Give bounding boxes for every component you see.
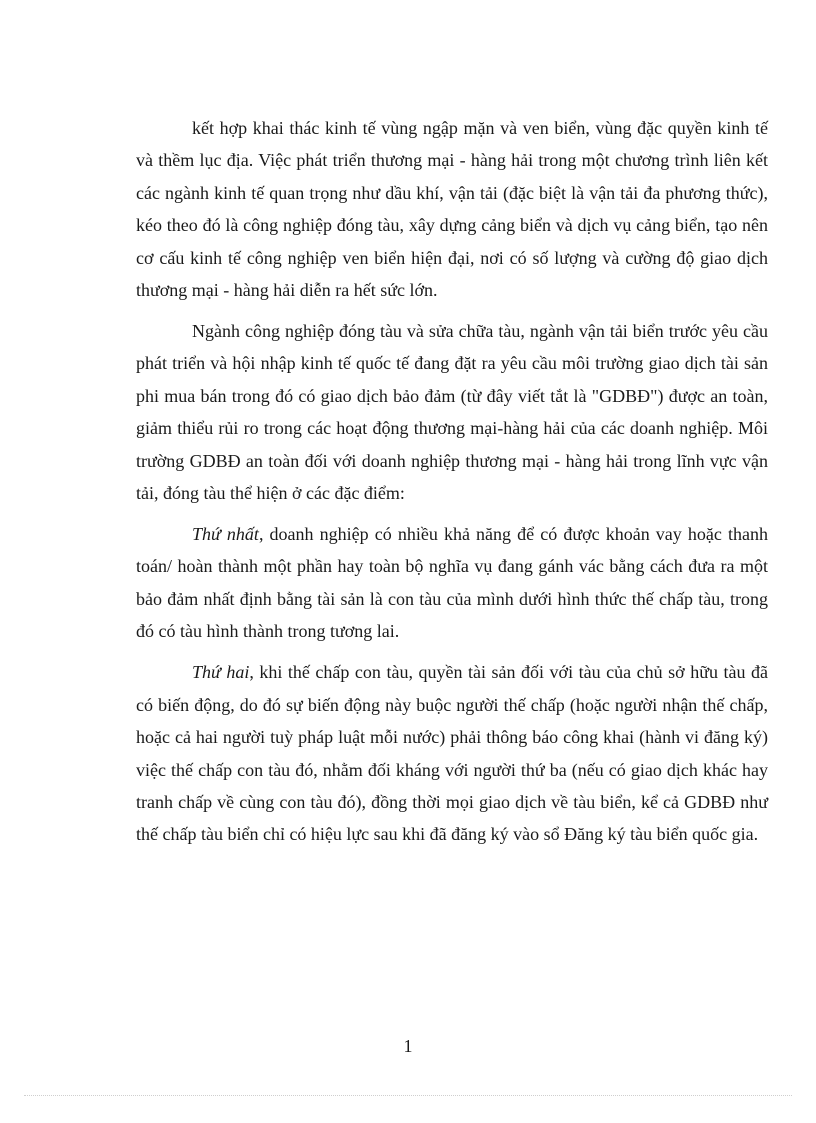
paragraph-3-lead: Thứ nhất: [192, 524, 259, 545]
paragraph-4: [136, 656, 768, 850]
document-body: [136, 112, 768, 859]
paragraph-1-text: kết hợp khai thác kinh tế vùng ngập mặn và ven biển, vùng đặc quyền kinh tế và thềm lục địa. Việc phát triển thương mại - hàng hải trong một chương trình liên kết các ngành kinh tế quan trọng như dầu khí, vận tải (đặc biệt là vận tải đa phương thức), kéo theo đó là công nghiệp đóng tàu, xây dựng cảng biển và dịch vụ cảng biển, tạo nên cơ cấu kinh tế công nghiệp ven biển hiện đại, nơi có số lượng và cường độ giao dịch thương mại - hàng hải diễn ra hết sức lớn.: [136, 118, 768, 301]
page-bottom-edge: [24, 1095, 792, 1096]
paragraph-4-lead: Thứ hai: [192, 662, 250, 683]
paragraph-2: [136, 315, 768, 509]
paragraph-3-text: , doanh nghiệp có nhiều khả năng để có được khoản vay hoặc thanh toán/ hoàn thành một phần hay toàn bộ nghĩa vụ đang gánh vác bằng cách đưa ra một bảo đảm nhất định bằng tài sản là con tàu của mình dưới hình thức thế chấp tàu, trong đó có tàu hình thành trong tương lai.: [136, 524, 768, 642]
page-number: 1: [403, 1036, 413, 1056]
paragraph-4-text: , khi thế chấp con tàu, quyền tài sản đối với tàu của chủ sở hữu tàu đã có biến động, do đó sự biến động này buộc người thế chấp (hoặc người nhận thế chấp, hoặc cả hai người tuỳ pháp luật mỗi nước) phải thông báo công khai (hành vi đăng ký) việc thế chấp con tàu đó, nhằm đối kháng với người thứ ba (nếu có giao dịch khác hay tranh chấp về cùng con tàu đó), đồng thời mọi giao dịch về tàu biển, kể cả GDBĐ như thế chấp tàu biển chỉ có hiệu lực sau khi đã đăng ký vào sổ Đăng ký tàu biển quốc gia.: [136, 662, 768, 845]
paragraph-2-text: Ngành công nghiệp đóng tàu và sửa chữa tàu, ngành vận tải biển trước yêu cầu phát triển và hội nhập kinh tế quốc tế đang đặt ra yêu cầu môi trường giao dịch tài sản phi mua bán trong đó có giao dịch bảo đảm (từ đây viết tắt là "GDBĐ") được an toàn, giảm thiểu rủi ro trong các hoạt động thương mại-hàng hải của các doanh nghiệp. Môi trường GDBĐ an toàn đối với doanh nghiệp thương mại - hàng hải trong lĩnh vực vận tải, đóng tàu thể hiện ở các đặc điểm:: [136, 321, 768, 504]
paragraph-3: [136, 518, 768, 648]
paragraph-1: [136, 112, 768, 306]
